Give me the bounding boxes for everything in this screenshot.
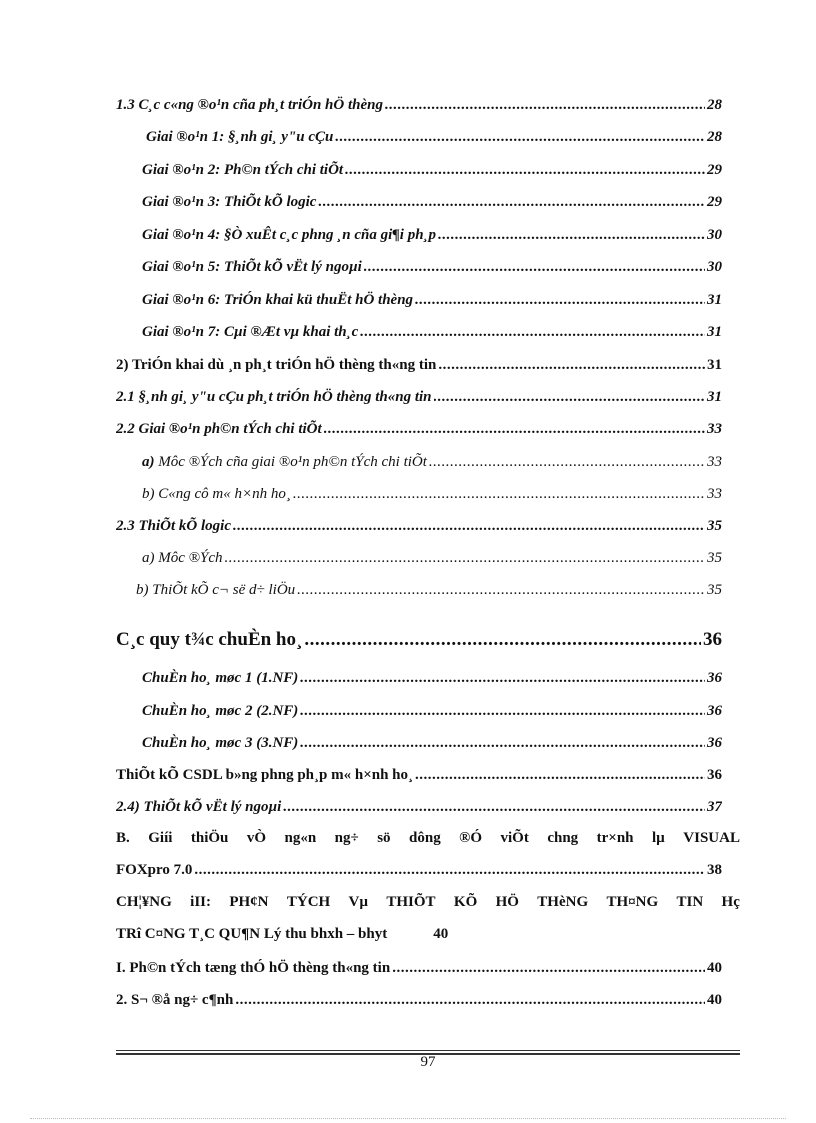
toc-chapter-heading[interactable]: [116, 886, 740, 950]
toc-entry-paragraph[interactable]: [116, 822, 740, 854]
toc-entry-page: 35: [707, 550, 722, 566]
toc-entry[interactable]: [116, 513, 722, 539]
toc-entry-label: ThiÕt kÕ CSDL b»ng phng ph¸p m« h×nh ho¸: [116, 767, 414, 783]
toc-entry-label: Giai ®o¹n 1: §¸nh gi¸ y"u cÇu: [146, 129, 334, 145]
toc-entry[interactable]: [142, 254, 722, 280]
toc-entry-page: 31: [707, 357, 722, 373]
toc-entry[interactable]: [142, 189, 722, 215]
toc-entry-label: Giai ®o¹n 6: TriÓn khai kü thuËt hÖ thèng: [142, 292, 414, 308]
toc-entry[interactable]: [142, 319, 722, 345]
toc-section-heading[interactable]: [116, 625, 722, 655]
toc-entry-label: b) C«ng cô m« h×nh ho¸: [142, 486, 291, 502]
toc-entry-label: a) Môc ®Ých: [142, 550, 223, 566]
toc-entry-page: 37: [707, 799, 722, 815]
toc-entry-label: [142, 449, 429, 475]
toc-entry-label: Giai ®o¹n 7: Cµi ®Æt vµ khai th¸c: [142, 324, 359, 340]
toc-entry[interactable]: [116, 987, 722, 1013]
toc-entry[interactable]: [116, 857, 722, 883]
toc-entry-page: 36: [703, 629, 722, 650]
toc-entry[interactable]: [116, 384, 722, 410]
toc-entry-page: 36: [707, 670, 722, 686]
toc-entry[interactable]: [142, 698, 722, 724]
toc-entry-label: 2.3 ThiÕt kÕ logic: [116, 518, 231, 534]
toc-entry-page: 28: [707, 129, 722, 145]
toc-entry-page: 38: [707, 862, 722, 878]
toc-entry-label-text: Môc ®Ých cña giai ®o¹n ph©n tÝch chi tiÕt: [158, 454, 427, 470]
page-bottom-edge: [30, 1118, 786, 1119]
toc-entry-page: 36: [707, 767, 722, 783]
toc-paragraph-line: TRî C¤NG T¸C QU¶N Lý thu bhxh – bhyt 40: [116, 926, 449, 942]
footer-divider: [116, 1050, 740, 1051]
toc-entry-prefix: a): [142, 454, 155, 470]
toc-entry-label: Giai ®o¹n 5: ThiÕt kÕ vËt lý ngoµi: [142, 259, 362, 275]
toc-entry-label: 2.2 Giai ®o¹n ph©n tÝch chi tiÕt: [116, 421, 322, 437]
toc-entry-page: 33: [707, 454, 722, 470]
toc-entry-label: I. Ph©n tÝch tæng thÓ hÖ thèng th«ng tin: [116, 960, 391, 976]
toc-entry-label: 1.3 C¸c c«ng ®o¹n cña ph¸t triÓn hÖ thèng: [116, 97, 383, 113]
toc-entry[interactable]: [142, 157, 722, 183]
toc-entry-label: b) ThiÕt kÕ c¬ së d÷ liÖu: [136, 582, 296, 598]
toc-entry-label: Giai ®o¹n 2: Ph©n tÝch chi tiÕt: [142, 162, 344, 178]
toc-entry-page: 36: [707, 703, 722, 719]
toc-entry-label: C¸c quy t¾c chuÈn ho¸: [116, 629, 303, 650]
toc-paragraph-line: CH¦¥NG iII: PH¢N TÝCH Vµ THIÕT KÕ HÖ THèNG TH¤NG TIN Hç: [116, 894, 740, 910]
toc-entry[interactable]: [116, 762, 722, 788]
toc-entry[interactable]: [142, 545, 722, 571]
toc-entry[interactable]: [142, 287, 722, 313]
toc-entry-page: 33: [707, 486, 722, 502]
toc-entry-page: 35: [707, 582, 722, 598]
toc-entry-page: 31: [707, 389, 722, 405]
page-number: 97: [420, 1054, 436, 1070]
toc-entry[interactable]: [146, 124, 722, 150]
toc-entry-page: 30: [707, 227, 722, 243]
toc-entry-page: 40: [707, 960, 722, 976]
toc-entry[interactable]: [142, 449, 722, 475]
toc-entry-page: 29: [707, 194, 722, 210]
toc-entry-label: Giai ®o¹n 3: ThiÕt kÕ logic: [142, 194, 317, 210]
toc-entry[interactable]: [116, 352, 722, 378]
toc-entry[interactable]: [116, 416, 722, 442]
toc-entry-page: 31: [707, 324, 722, 340]
toc-entry-page: 31: [707, 292, 722, 308]
toc-entry[interactable]: [116, 92, 722, 118]
toc-entry-label: 2.1 §¸nh gi¸ y"u cÇu ph¸t triÓn hÖ thèng th«ng tin: [116, 389, 432, 405]
toc-entry-label: 2.4) ThiÕt kÕ vËt lý ngoµi: [116, 799, 282, 815]
toc-entry[interactable]: [142, 222, 722, 248]
toc-entry[interactable]: [136, 577, 722, 603]
toc-entry-page: 33: [707, 421, 722, 437]
toc-entry[interactable]: [116, 955, 722, 981]
toc-entry[interactable]: [142, 665, 722, 691]
toc-entry-page: 30: [707, 259, 722, 275]
toc-entry-label: FOXpro 7.0: [116, 862, 193, 878]
toc-entry-label: 2) TriÓn khai dù ¸n ph¸t triÓn hÖ thèng th«ng tin: [116, 357, 437, 373]
toc-entry-label: ChuÈn ho¸ møc 1 (1.NF): [142, 670, 299, 686]
toc-entry-page: 36: [707, 735, 722, 751]
toc-entry-label: ChuÈn ho¸ møc 3 (3.NF): [142, 735, 299, 751]
toc-entry[interactable]: [116, 794, 722, 820]
toc-entry-label: ChuÈn ho¸ møc 2 (2.NF): [142, 703, 299, 719]
toc-entry-page: 29: [707, 162, 722, 178]
toc-entry-page: 35: [707, 518, 722, 534]
toc-entry-label: Giai ®o¹n 4: §Ò xuÊt c¸c phng ¸n cña gi¶i ph¸p: [142, 227, 437, 243]
toc-entry-label: 2. S¬ ®å ng÷ c¶nh: [116, 992, 234, 1008]
toc-entry[interactable]: [142, 730, 722, 756]
toc-paragraph-line: B. Giíi thiÖu vÒ ng«n ng÷ sö dông ®Ó viÕt chng tr×nh lµ VISUAL: [116, 830, 740, 846]
toc-entry-page: 40: [707, 992, 722, 1008]
toc-entry[interactable]: [142, 481, 722, 507]
toc-entry-page: 28: [707, 97, 722, 113]
